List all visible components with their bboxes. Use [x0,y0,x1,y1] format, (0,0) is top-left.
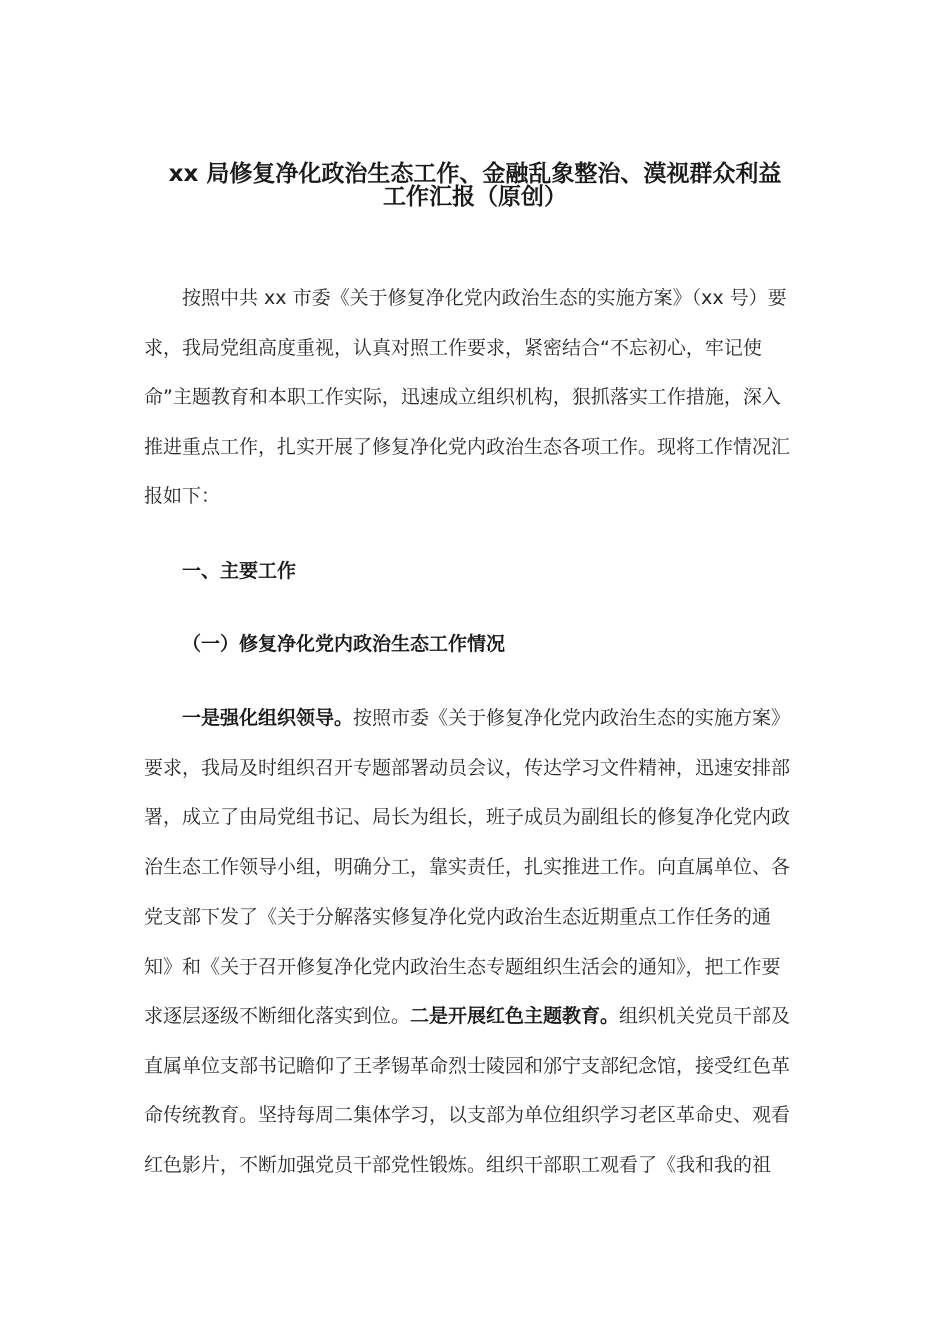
intro-line-1: 按照中共 xx 市委《关于修复净化党内政治生态的实施方案》（xx 号）要 [182,287,787,309]
point-one-label: 一是强化组织领导。 [182,707,354,729]
body-line-10: 红色影片，不断加强党员干部党性锻炼。组织干部职工观看了《我和我的祖 [144,1154,772,1176]
subsection-heading-political-ecology: （一）修复净化党内政治生态工作情况 [182,633,506,655]
body-line-7 [144,1002,790,1030]
body-line-7-text-a: 求逐层逐级不断细化落实到位。 [144,1005,411,1027]
intro-line-5: 报如下： [144,485,221,507]
body-line-9: 命传统教育。坚持每周二集体学习，以支部为单位组织学习老区革命史、观看 [144,1104,791,1126]
document-title-line-1: xx 局修复净化政治生态工作、金融乱象整治、漠视群众利益 [168,161,782,187]
body-line-1-text: 按照市委《关于修复净化党内政治生态的实施方案》 [353,707,791,729]
document-title-line-2: 工作汇报（原创） [383,184,567,210]
intro-line-4: 推进重点工作，扎实开展了修复净化党内政治生态各项工作。现将工作情况汇 [144,436,791,458]
body-line-6: 知》和《关于召开修复净化党内政治生态专题组织生活会的通知》，把工作要 [144,956,781,978]
body-line-5: 党支部下发了《关于分解落实修复净化党内政治生态近期重点工作任务的通 [144,906,772,928]
body-line-8: 直属单位支部书记瞻仰了王孝锡革命烈士陵园和邠宁支部纪念馆，接受红色革 [144,1055,791,1077]
body-line-2: 要求，我局及时组织召开专题部署动员会议，传达学习文件精神，迅速安排部 [144,757,791,779]
intro-line-2: 求，我局党组高度重视，认真对照工作要求，紧密结合“不忘初心，牢记使 [144,337,762,359]
section-heading-main-work: 一、主要工作 [182,560,297,582]
intro-line-3: 命”主题教育和本职工作实际，迅速成立组织机构，狠抓落实工作措施，深入 [144,386,781,408]
body-line-3: 署，成立了由局党组书记、局长为组长，班子成员为副组长的修复净化党内政 [144,806,791,828]
point-two-label: 二是开展红色主题教育。 [410,1005,620,1027]
body-line-4: 治生态工作领导小组，明确分工，靠实责任，扎实推进工作。向直属单位、各 [144,856,791,878]
body-line-7-text-b: 组织机关党员干部及 [619,1005,791,1027]
body-line-1 [182,704,790,732]
